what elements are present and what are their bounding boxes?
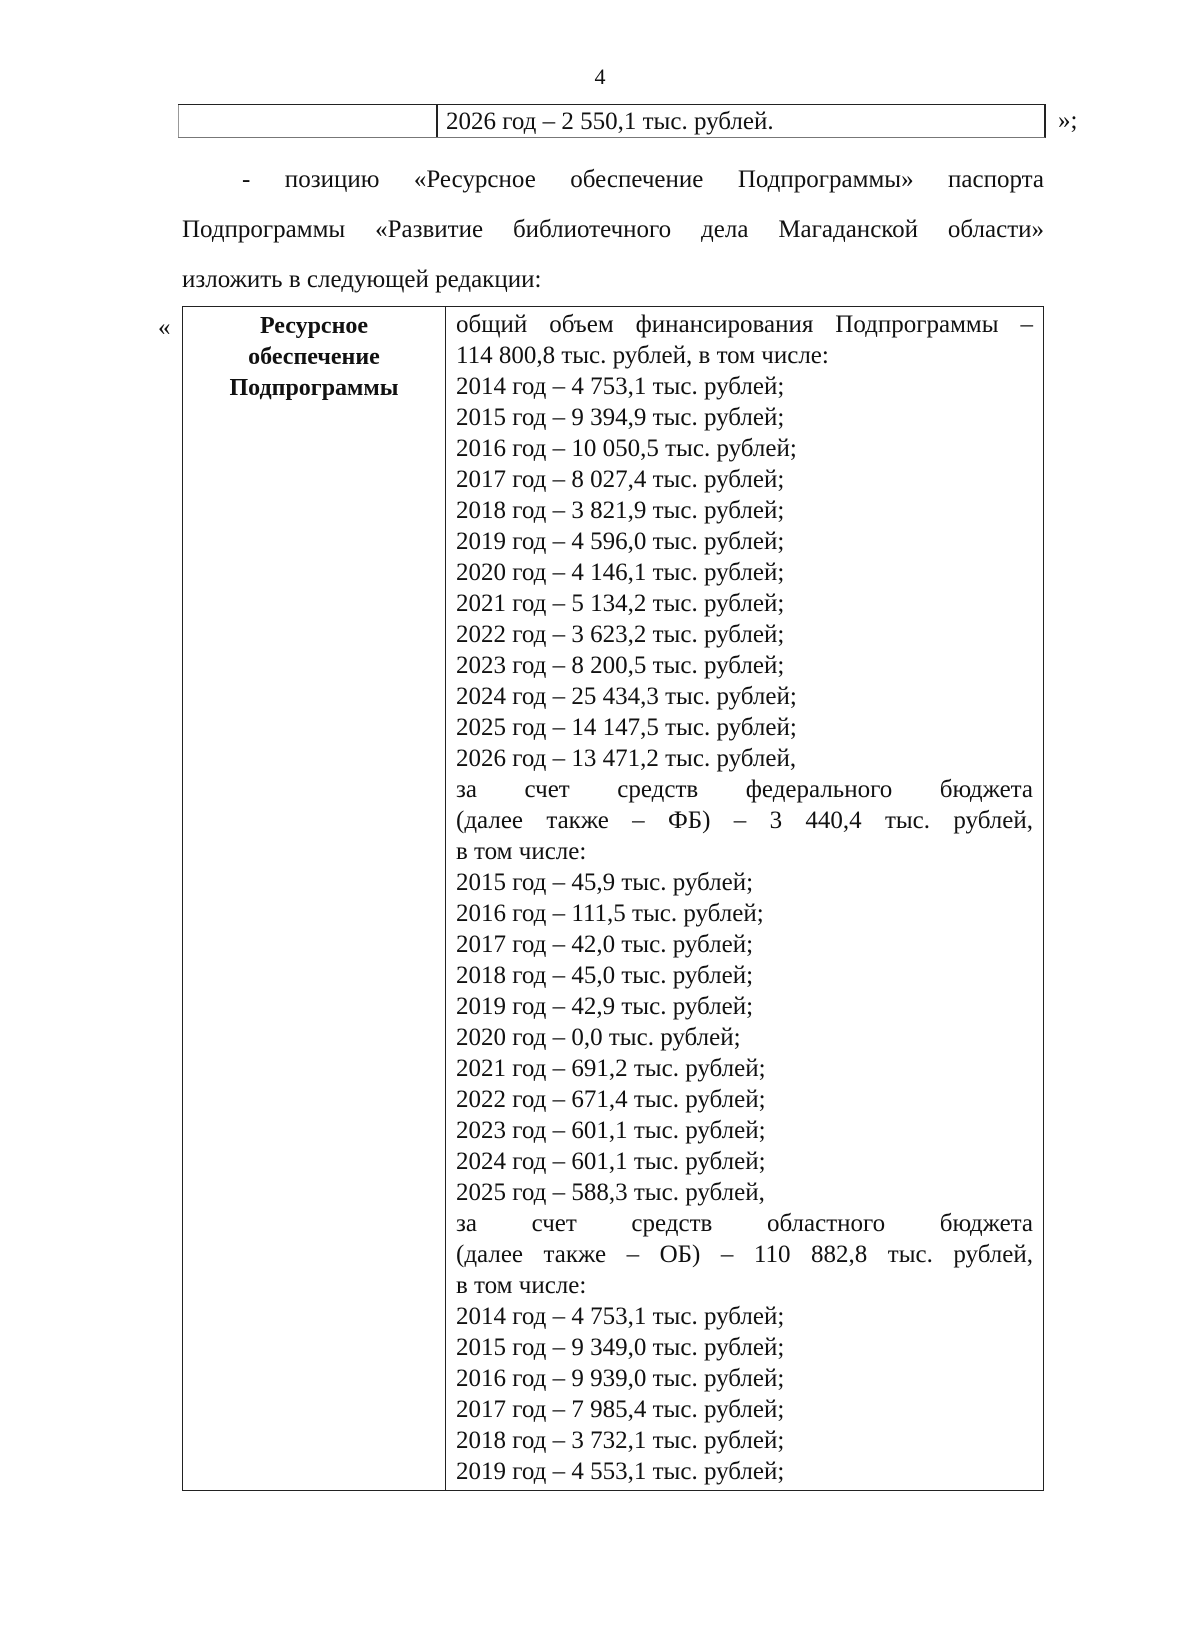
funding-line: 2019 год – 42,9 тыс. рублей;: [456, 993, 754, 1020]
resource-table: [182, 306, 1044, 1491]
funding-line: 2018 год – 45,0 тыс. рублей;: [456, 962, 754, 989]
funding-line: 2021 год – 5 134,2 тыс. рублей;: [456, 590, 785, 617]
label-line: Подпрограммы: [229, 375, 399, 401]
funding-line: 2024 год – 601,1 тыс. рублей;: [456, 1148, 766, 1175]
funding-line: 2026 год – 13 471,2 тыс. рублей,: [456, 745, 797, 772]
funding-line: 2014 год – 4 753,1 тыс. рублей;: [456, 373, 785, 400]
funding-line: 2016 год – 9 939,0 тыс. рублей;: [456, 1365, 785, 1392]
funding-line: 2020 год – 0,0 тыс. рублей;: [456, 1024, 741, 1051]
funding-line: за счет средств областного бюджета: [456, 1210, 1033, 1237]
paragraph-line: - позицию «Ресурсное обеспечение Подпрограммы» паспорта: [242, 166, 1044, 193]
funding-line: 2021 год – 691,2 тыс. рублей;: [456, 1055, 766, 1082]
funding-line: общий объем финансирования Подпрограммы –: [456, 311, 1033, 338]
top-table-left-cell: [178, 105, 438, 137]
paragraph-line: Подпрограммы «Развитие библиотечного дела Магаданской области»: [182, 216, 1044, 243]
funding-line: 2024 год – 25 434,3 тыс. рублей;: [456, 683, 797, 710]
funding-line: 2015 год – 45,9 тыс. рублей;: [456, 869, 754, 896]
resource-label-cell: [183, 307, 446, 1490]
funding-line: 2017 год – 42,0 тыс. рублей;: [456, 931, 754, 958]
top-table-right-cell: 2026 год – 2 550,1 тыс. рублей.: [446, 108, 774, 135]
funding-line: 2025 год – 14 147,5 тыс. рублей;: [456, 714, 797, 741]
funding-line: 2023 год – 8 200,5 тыс. рублей;: [456, 652, 785, 679]
funding-line: 114 800,8 тыс. рублей, в том числе:: [456, 342, 829, 369]
funding-line: 2015 год – 9 349,0 тыс. рублей;: [456, 1334, 785, 1361]
instruction-paragraph: [182, 155, 1044, 305]
funding-line: 2016 год – 10 050,5 тыс. рублей;: [456, 435, 797, 462]
resource-value-cell: [446, 307, 1043, 1490]
funding-line: 2015 год – 9 394,9 тыс. рублей;: [456, 404, 785, 431]
funding-line: за счет средств федерального бюджета: [456, 776, 1033, 803]
funding-line: 2017 год – 8 027,4 тыс. рублей;: [456, 466, 785, 493]
funding-line: 2014 год – 4 753,1 тыс. рублей;: [456, 1303, 785, 1330]
page-number: 4: [594, 64, 606, 89]
funding-line: 2019 год – 4 596,0 тыс. рублей;: [456, 528, 785, 555]
funding-line: в том числе:: [456, 1272, 587, 1299]
funding-line: 2025 год – 588,3 тыс. рублей,: [456, 1179, 765, 1206]
funding-line: 2018 год – 3 732,1 тыс. рублей;: [456, 1427, 785, 1454]
opening-quote: «: [158, 314, 171, 341]
funding-line: (далее также – ОБ) – 110 882,8 тыс. рублей,: [456, 1241, 1033, 1268]
funding-line: 2022 год – 3 623,2 тыс. рублей;: [456, 621, 785, 648]
label-line: обеспечение: [248, 344, 380, 370]
paragraph-line: изложить в следующей редакции:: [182, 266, 542, 293]
funding-line: 2017 год – 7 985,4 тыс. рублей;: [456, 1396, 785, 1423]
funding-line: в том числе:: [456, 838, 587, 865]
top-table-fragment: [178, 104, 1046, 138]
funding-line: 2018 год – 3 821,9 тыс. рублей;: [456, 497, 785, 524]
funding-line: 2016 год – 111,5 тыс. рублей;: [456, 900, 764, 927]
funding-line: 2023 год – 601,1 тыс. рублей;: [456, 1117, 766, 1144]
label-line: Ресурсное: [259, 313, 369, 339]
funding-line: 2019 год – 4 553,1 тыс. рублей;: [456, 1458, 785, 1485]
closing-quote: »;: [1058, 107, 1078, 134]
funding-line: 2020 год – 4 146,1 тыс. рублей;: [456, 559, 785, 586]
funding-line: (далее также – ФБ) – 3 440,4 тыс. рублей,: [456, 807, 1033, 834]
funding-line: 2022 год – 671,4 тыс. рублей;: [456, 1086, 766, 1113]
